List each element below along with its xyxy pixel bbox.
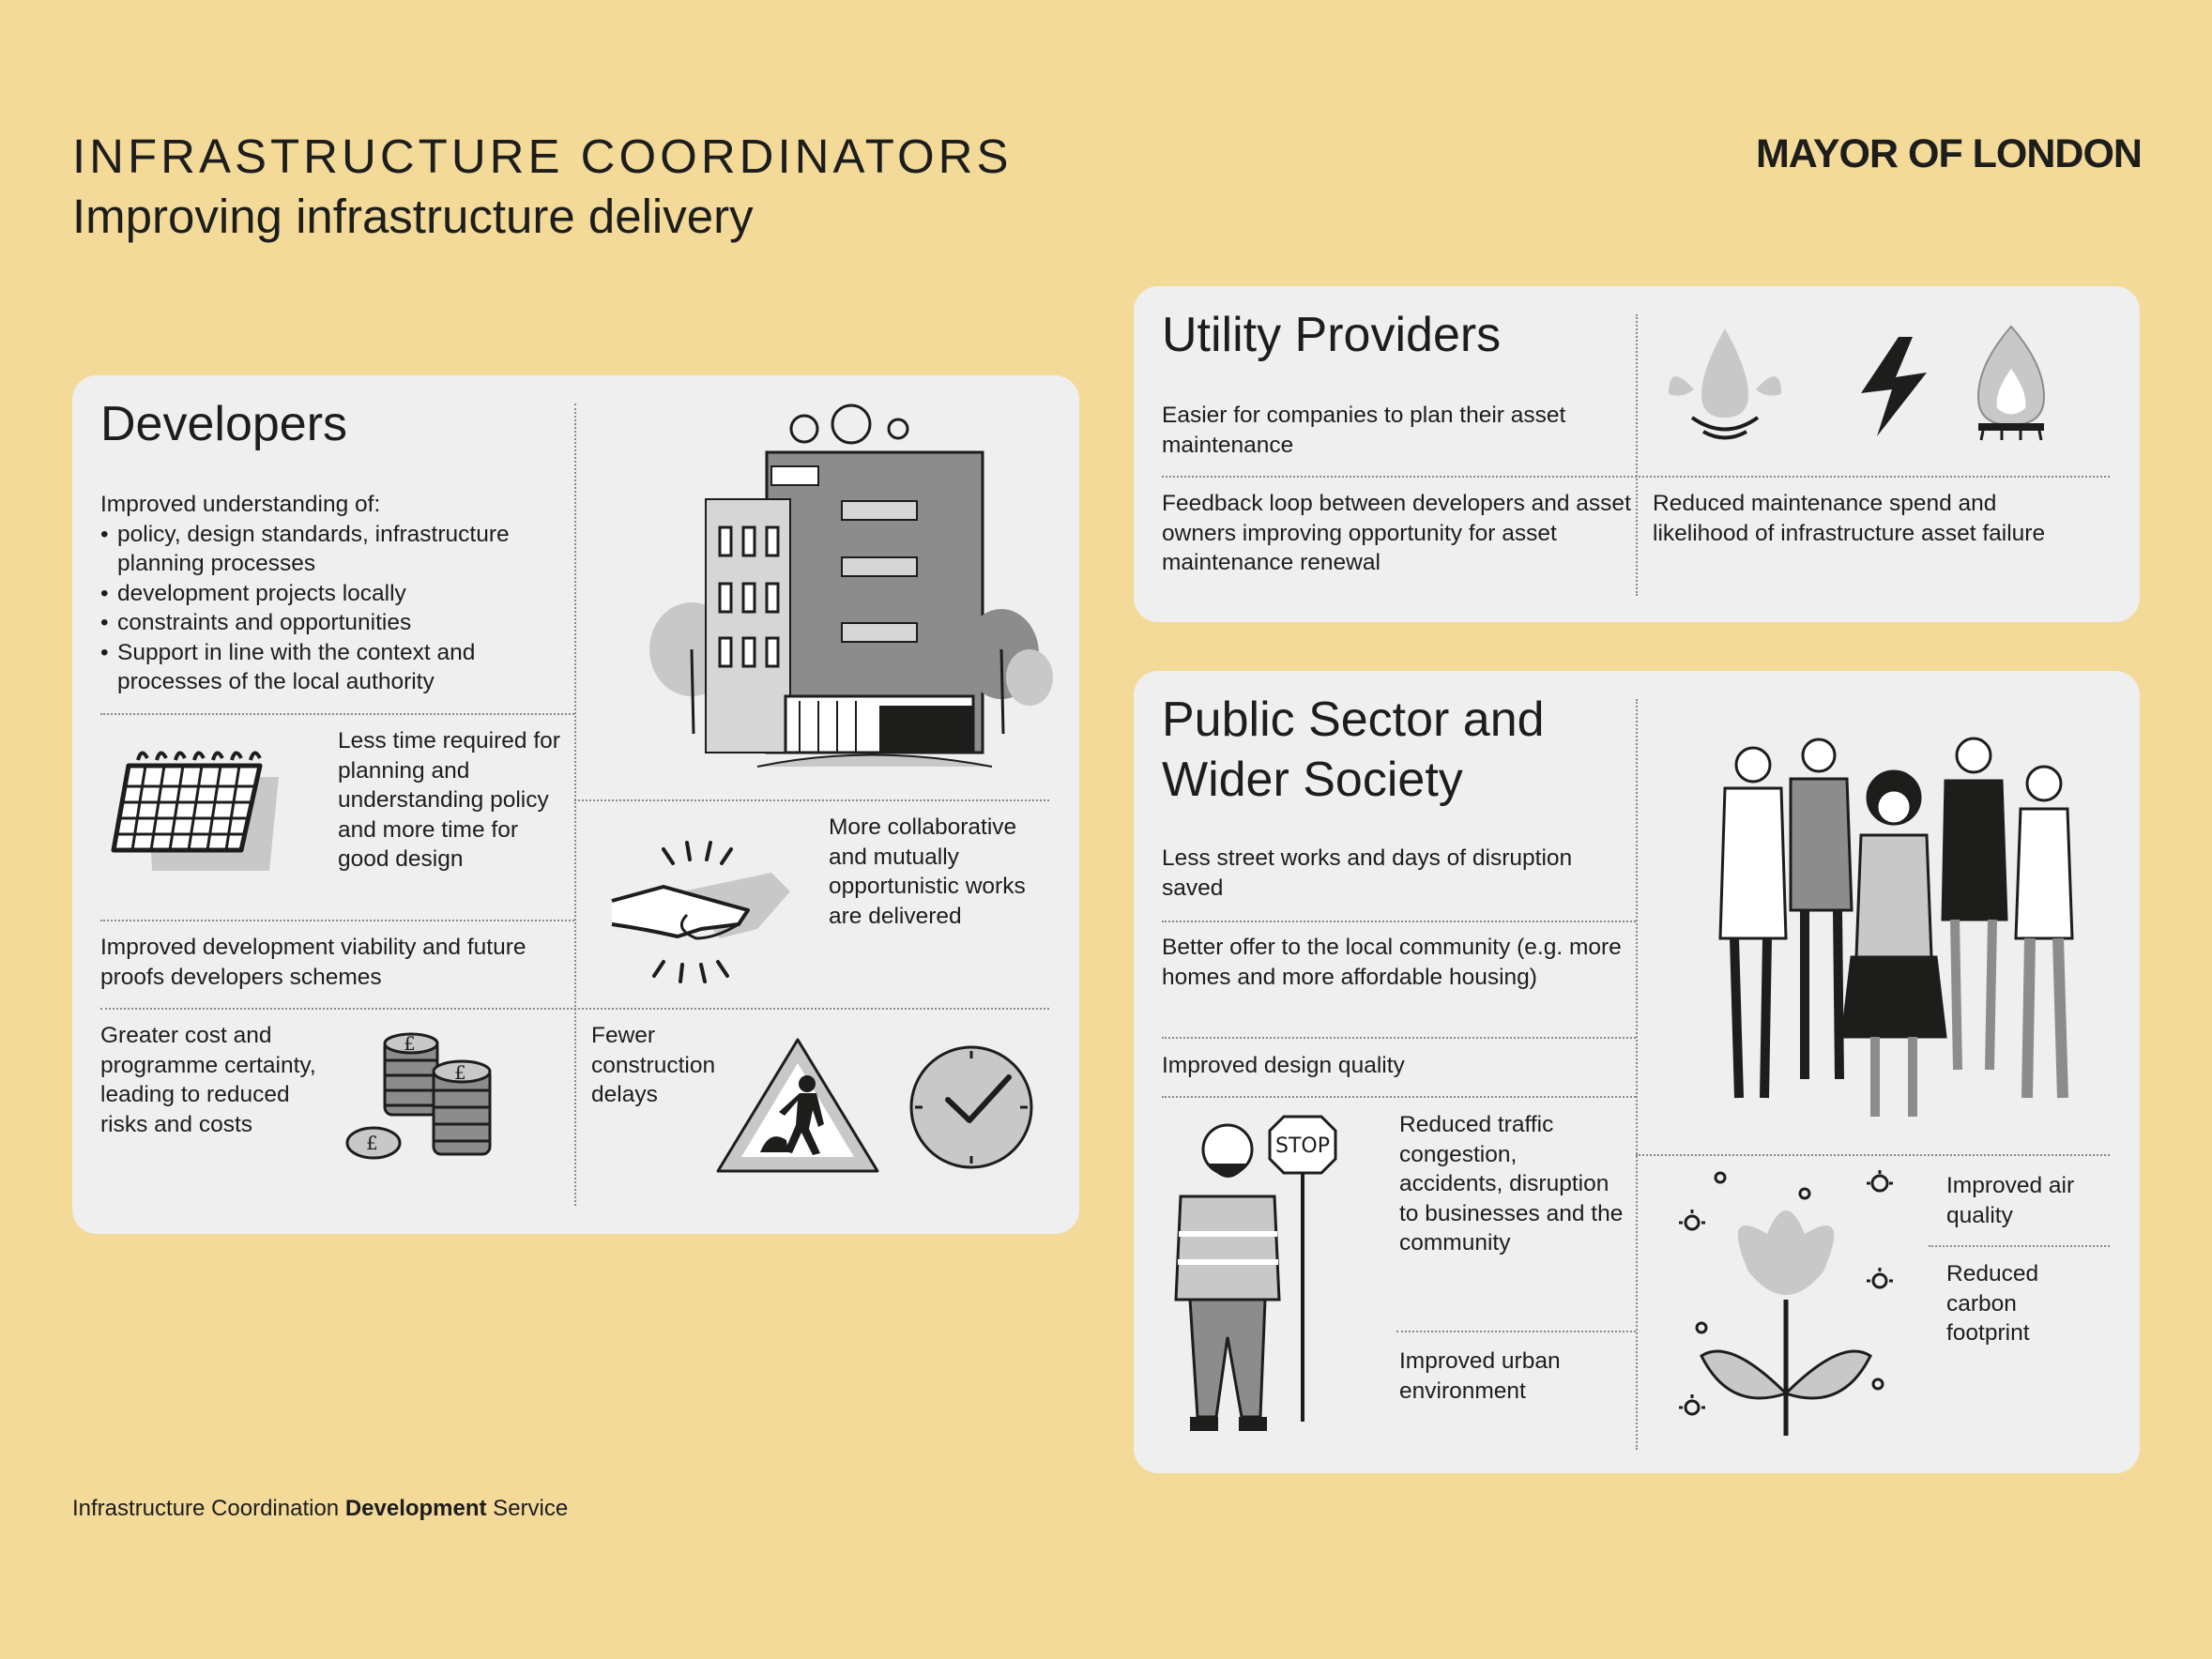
gas-flame-icon	[1964, 322, 2058, 444]
divider	[574, 403, 576, 1206]
footer-bold: Development	[344, 1496, 487, 1521]
footer-suffix: Service	[486, 1496, 569, 1521]
list-item: • constraints and opportunities	[100, 608, 560, 638]
design-quality-text: Improved design quality	[1162, 1053, 1405, 1078]
page-title: INFRASTRUCTURE COORDINATORS	[72, 129, 1013, 183]
understanding-list	[100, 520, 560, 697]
utility-feedback-text: Feedback loop between developers and asset owners improving opportunity for asset maintenance renewal	[1162, 491, 1631, 575]
delays-text: Fewer construction delays	[591, 1023, 716, 1107]
svg-text:£: £	[366, 1132, 378, 1154]
utility-title: Utility Providers	[1162, 308, 1502, 362]
people-group-illustration	[1697, 723, 2110, 1126]
traffic-text: Reduced traffic congestion, accidents, disruption to businesses and the community	[1399, 1112, 1624, 1256]
divider	[574, 799, 1049, 801]
divider	[1162, 1037, 1636, 1039]
street-works-text: Less street works and days of disruption saved	[1162, 845, 1573, 901]
public-title-line2: Wider Society	[1162, 753, 1463, 807]
list-item: • development projects locally	[100, 579, 560, 609]
building-illustration	[617, 396, 1048, 790]
utility-reduced-text: Reduced maintenance spend and likelihood of infrastructure asset failure	[1653, 491, 2046, 546]
handshake-icon	[607, 835, 804, 985]
divider	[1636, 1154, 2110, 1156]
utility-providers-card	[1134, 286, 2140, 622]
carbon-text: Reduced carbon footprint	[1946, 1261, 2039, 1346]
divider	[1162, 1096, 1636, 1098]
divider	[1162, 476, 2110, 478]
water-icon	[1664, 324, 1786, 446]
footer	[72, 1496, 568, 1522]
clock-icon	[906, 1042, 1037, 1173]
developers-intro	[100, 490, 560, 697]
utility-plan-text: Easier for companies to plan their asset maintenance	[1162, 403, 1566, 458]
less-time-text: Less time required for planning and understanding policy and more time for good design	[338, 728, 560, 872]
calendar-icon	[110, 739, 288, 880]
divider	[1636, 314, 1638, 596]
divider	[100, 1008, 1049, 1010]
cost-text: Greater cost and programme certainty, leading to reduced risks and costs	[100, 1023, 316, 1137]
mayor-of-london-logo: MAYOR OF LONDON	[1755, 131, 2142, 176]
divider	[1636, 699, 1638, 1450]
public-title	[1162, 690, 1545, 810]
divider	[100, 920, 574, 921]
roadworks-sign-icon	[713, 1035, 882, 1176]
better-offer-text: Better offer to the local community (e.g. more homes and more affordable housing)	[1162, 935, 1622, 990]
divider	[100, 713, 574, 715]
page-subtitle: Improving infrastructure delivery	[72, 190, 754, 243]
urban-text: Improved urban environment	[1399, 1348, 1561, 1404]
divider	[1162, 921, 1636, 922]
lightning-icon	[1856, 335, 1931, 438]
air-quality-text: Improved air quality	[1946, 1173, 2075, 1228]
stop-sign-text: STOP	[1275, 1134, 1330, 1158]
divider	[1929, 1245, 2110, 1247]
svg-text:£: £	[404, 1032, 416, 1055]
developers-title: Developers	[100, 397, 348, 451]
svg-text:£: £	[454, 1061, 466, 1084]
public-sector-card	[1134, 671, 2140, 1473]
footer-prefix: Infrastructure Coordination	[72, 1496, 345, 1521]
divider	[1396, 1331, 1636, 1332]
list-item: • Support in line with the context and processes of the local authority	[100, 638, 560, 697]
public-title-line1: Public Sector and	[1162, 693, 1545, 747]
coins-icon	[349, 1032, 509, 1173]
collab-text: More collaborative and mutually opportunistic works are delivered	[829, 814, 1026, 929]
road-worker-illustration	[1162, 1112, 1368, 1450]
flower-illustration	[1664, 1168, 1927, 1450]
developers-card	[72, 375, 1079, 1234]
viability-text: Improved development viability and future proofs developers schemes	[100, 935, 526, 990]
list-item: • policy, design standards, infrastructure planning processes	[100, 520, 560, 579]
intro-text: Improved understanding of:	[100, 492, 381, 517]
